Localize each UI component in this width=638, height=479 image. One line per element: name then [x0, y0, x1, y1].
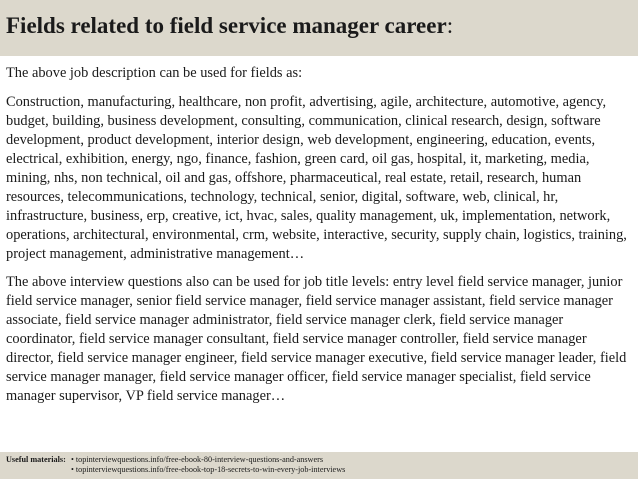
page-title-colon: :: [446, 13, 454, 38]
bullet-icon: •: [71, 455, 74, 464]
footer-link-text: topinterviewquestions.info/free-ebook-80-interview-questions-and-answers: [75, 455, 324, 464]
footer: [0, 452, 638, 479]
job-levels-paragraph: The above interview questions also can be used for job title levels: entry level field service manager, junior field service manager, senior field service manager, field service manager assistant, field service manager associate, field service manager administrator, field service manager clerk, field service manager coordinator, field service manager consultant, field service manager controller, field service manager director, field service manager engineer, field service manager executive, field service manager leader, field service manager manager, field service manager officer, field service manager specialist, field service manager supervisor, VP field service manager…: [6, 274, 627, 404]
footer-link-ebook-18[interactable]: [71, 465, 345, 475]
footer-links: [71, 455, 345, 475]
footer-link-ebook-80[interactable]: [71, 455, 345, 465]
bullet-icon: •: [71, 465, 74, 474]
page-title: [6, 12, 453, 40]
footer-link-text: topinterviewquestions.info/free-ebook-top-18-secrets-to-win-every-job-interviews: [75, 465, 346, 474]
footer-label: Useful materials:: [6, 455, 66, 464]
page-title-text: Fields related to field service manager career: [6, 13, 447, 38]
title-bar: [0, 0, 638, 56]
fields-paragraph: Construction, manufacturing, healthcare, non profit, advertising, agile, architecture, automotive, agency, budget, building, business development, consulting, communication, clinical research, design, software development, product development, interior design, web development, engineering, education, events, electrical, exhibition, energy, ngo, finance, fashion, green card, oil gas, hospital, it, marketing, media, mining, nhs, non technical, oil and gas, offshore, pharmaceutical, real estate, retail, research, human resources, telecommunications, technology, technical, senior, digital, software, web, clinical, hr, infrastructure, business, erp, creative, ict, hvac, sales, quality management, uk, implementation, network, operations, architectural, environmental, crm, website, interactive, security, supply chain, logistics, training, project management, administrative management…: [6, 94, 627, 262]
intro-text: The above job description can be used for fields as:: [6, 65, 303, 81]
content-body: [6, 64, 634, 406]
